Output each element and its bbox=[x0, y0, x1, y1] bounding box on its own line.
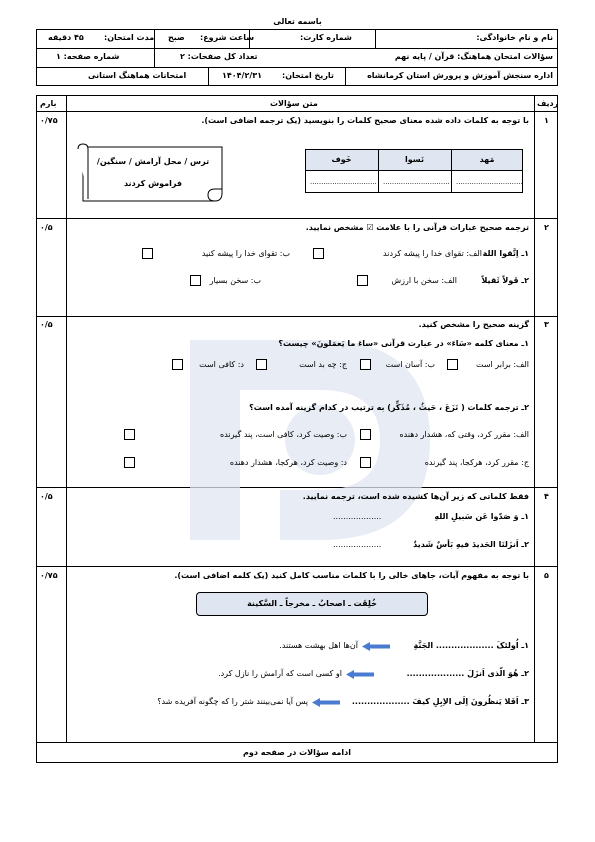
q3-sub1-opt-c-checkbox[interactable] bbox=[256, 359, 267, 370]
q3-sub2-opt-d: د: وصیت کرد، هرکجا، هشدار دهنده bbox=[229, 458, 347, 467]
card-label: شماره کارت: bbox=[300, 33, 352, 42]
q2-score: ۰/۵ bbox=[40, 223, 53, 232]
q3-number: ۳ bbox=[544, 320, 549, 329]
exam-type: امتحانات هماهنگ استانی bbox=[88, 71, 187, 80]
q2-item1-phrase: ۱ـ اِتَّقوا اللهَ bbox=[482, 249, 529, 258]
q1-word-3: خَوف bbox=[331, 155, 352, 164]
q5-item2-meaning: او کسی است که آرامش را نازل کرد. bbox=[218, 669, 342, 678]
q5-item1-arrow-icon bbox=[362, 642, 390, 651]
duration-value: ۴۵ دقیقه bbox=[48, 33, 84, 42]
q5-score: ۰/۷۵ bbox=[40, 571, 58, 580]
q3-sub2-opt-b-checkbox[interactable] bbox=[124, 429, 135, 440]
q2-item1-a: الف: تقوای خدا را پیشه کردند bbox=[383, 249, 482, 258]
q3-sub1-opt-c: ج: چه بد است bbox=[299, 360, 347, 369]
q3-sub1-opt-b-checkbox[interactable] bbox=[360, 359, 371, 370]
q5-item1-meaning: آن‌ها اهل بهشت هستند. bbox=[279, 641, 358, 650]
q4-item1: ۱ـ وَ صَدّوا عَن سَبیلِ اللهِ bbox=[434, 512, 529, 521]
q3-score: ۰/۵ bbox=[40, 320, 53, 329]
q3-sub2-opt-c: ج: مقرر کرد، هرکجا، پند گیرنده bbox=[424, 458, 529, 467]
q1-word-2: نَسوا bbox=[405, 155, 424, 164]
date-value: ۱۴۰۴/۲/۳۱ bbox=[222, 71, 263, 80]
q1-number: ۱ bbox=[544, 116, 549, 125]
q1-box-line1: ترس / محل آرامش / سنگین/ bbox=[96, 157, 210, 166]
col-score: بارم bbox=[40, 99, 57, 108]
q2-item1-a-checkbox[interactable] bbox=[313, 248, 324, 259]
q5-item2-arrow-icon bbox=[346, 670, 374, 679]
q3-sub1-opt-d-checkbox[interactable] bbox=[172, 359, 183, 370]
pages-total: تعداد کل صفحات: ۲ bbox=[180, 52, 258, 61]
q5-number: ۵ bbox=[544, 571, 549, 580]
col-text: متن سؤالات bbox=[270, 99, 318, 108]
continue-note: ادامه سؤالات در صفحه دوم bbox=[243, 748, 351, 757]
q3-sub1-opt-a-checkbox[interactable] bbox=[447, 359, 458, 370]
q5-item3-meaning: پس آیا نمی‌بینند شتر را که چگونه آفریده شد؟ bbox=[157, 697, 308, 706]
q2-item2-phrase: ۲ـ قَولاً ثَقیلاً bbox=[481, 276, 529, 285]
office-name: اداره سنجش آموزش و پرورش استان کرمانشاه bbox=[367, 71, 553, 80]
q3-sub1: ۱ـ معنای کلمه «سَاءَ» در عبارت قرآنی «ساءَ ما یَعمَلونَ» چیست؟ bbox=[278, 339, 529, 348]
q2-item2-b: ب: سخن بسیار bbox=[209, 276, 261, 285]
q3-sub2-opt-b: ب: وصیت کرد، کافی است، پند گیرنده bbox=[220, 430, 347, 439]
q2-item2-a: الف: سخن با ارزش bbox=[391, 276, 457, 285]
q1-scroll-box bbox=[75, 143, 230, 205]
q2-number: ۲ bbox=[544, 223, 549, 232]
page-number: شماره صفحه: ۱ bbox=[56, 52, 120, 61]
q2-item2-b-checkbox[interactable] bbox=[190, 275, 201, 286]
basmala: باسمه تعالی bbox=[273, 17, 322, 26]
q1-word-1: مَهد bbox=[479, 155, 495, 164]
q2-title: ترجمه صحیح عبارات قرآنی را با علامت ☑ مشخص نمایید. bbox=[305, 223, 529, 232]
q3-sub2-opt-a: الف: مقرر کرد، وقتی که، هشدار دهنده bbox=[399, 430, 529, 439]
start-value: صبح bbox=[168, 33, 185, 42]
q3-title: گزینه صحیح را مشخص کنید. bbox=[418, 320, 529, 329]
q3-sub1-opt-d: د: کافی است bbox=[199, 360, 244, 369]
q2-item2-a-checkbox[interactable] bbox=[357, 275, 368, 286]
q5-item2-ayah: ۲ـ هُوَ الّذی اَنزَلَ ................... bbox=[406, 669, 529, 678]
q5-title: با توجه به مفهوم آیات، جاهای خالی را با کلمات مناسب کامل کنید (یک کلمه اضافی است). bbox=[174, 571, 529, 580]
q4-title: فقط کلماتی که زیر آن‌ها کشیده شده است، ترجمه نمایید. bbox=[302, 492, 529, 501]
q5-item3-ayah: ۳ـ اَفَلا یَنظُرونَ اِلَی الاِبِلِ کیفَ ................... bbox=[351, 697, 529, 706]
q5-item1-ayah: ۱ـ اُولئکَ ................... الجَنَّةِ bbox=[413, 641, 529, 650]
q1-blank-1[interactable]: .............................. bbox=[456, 178, 523, 186]
date-label: تاریخ امتحان: bbox=[282, 71, 334, 80]
q2-item1-b-checkbox[interactable] bbox=[142, 248, 153, 259]
watermark-logo bbox=[170, 300, 450, 550]
q3-sub1-opt-a: الف: برابر است bbox=[475, 360, 529, 369]
q4-item2-blank[interactable]: ................... bbox=[333, 540, 382, 549]
q1-box-line2: فراموش کردند bbox=[123, 179, 183, 188]
q1-score: ۰/۷۵ bbox=[40, 116, 58, 125]
q3-sub2: ۲ـ ترجمه کلمات ( نَزَعَ ، حَیثُ ، مُذَکِّر) به ترتیب در کدام گزینه آمده است؟ bbox=[249, 403, 529, 412]
q2-item1-b: ب: تقوای خدا را پیشه کنید bbox=[201, 249, 290, 258]
q4-item1-blank[interactable]: ................... bbox=[333, 512, 382, 521]
start-label: ساعت شروع: bbox=[200, 33, 255, 42]
q3-sub2-opt-d-checkbox[interactable] bbox=[124, 457, 135, 468]
exam-title: سؤالات امتحان هماهنگ: قرآن / پایه نهم bbox=[394, 52, 553, 61]
q4-number: ۴ bbox=[544, 492, 549, 501]
q1-title: با توجه به کلمات داده شده معنای صحیح کلمات را بنویسید (یک ترجمه اضافی است). bbox=[201, 116, 529, 125]
q3-sub2-opt-a-checkbox[interactable] bbox=[360, 429, 371, 440]
q5-word-bank: خُلِقَت ـ اصحابُ ـ مخرجاً ـ السَّکینة bbox=[247, 599, 377, 608]
q4-item2: ۲ـ اَنزَلنَا الحَدیدَ فیهِ بَأسٌ شَدیدٌ bbox=[413, 540, 529, 549]
q5-item3-arrow-icon bbox=[312, 698, 340, 707]
q4-score: ۰/۵ bbox=[40, 492, 53, 501]
q3-sub1-opt-b: ب: آسان است bbox=[385, 360, 435, 369]
col-row: ردیف bbox=[537, 99, 559, 108]
q1-blank-2[interactable]: .............................. bbox=[383, 178, 450, 186]
q3-sub2-opt-c-checkbox[interactable] bbox=[360, 457, 371, 468]
name-label: نام و نام خانوادگی: bbox=[476, 33, 553, 42]
q1-blank-3[interactable]: .............................. bbox=[310, 178, 377, 186]
duration-label: مدت امتحان: bbox=[104, 33, 155, 42]
